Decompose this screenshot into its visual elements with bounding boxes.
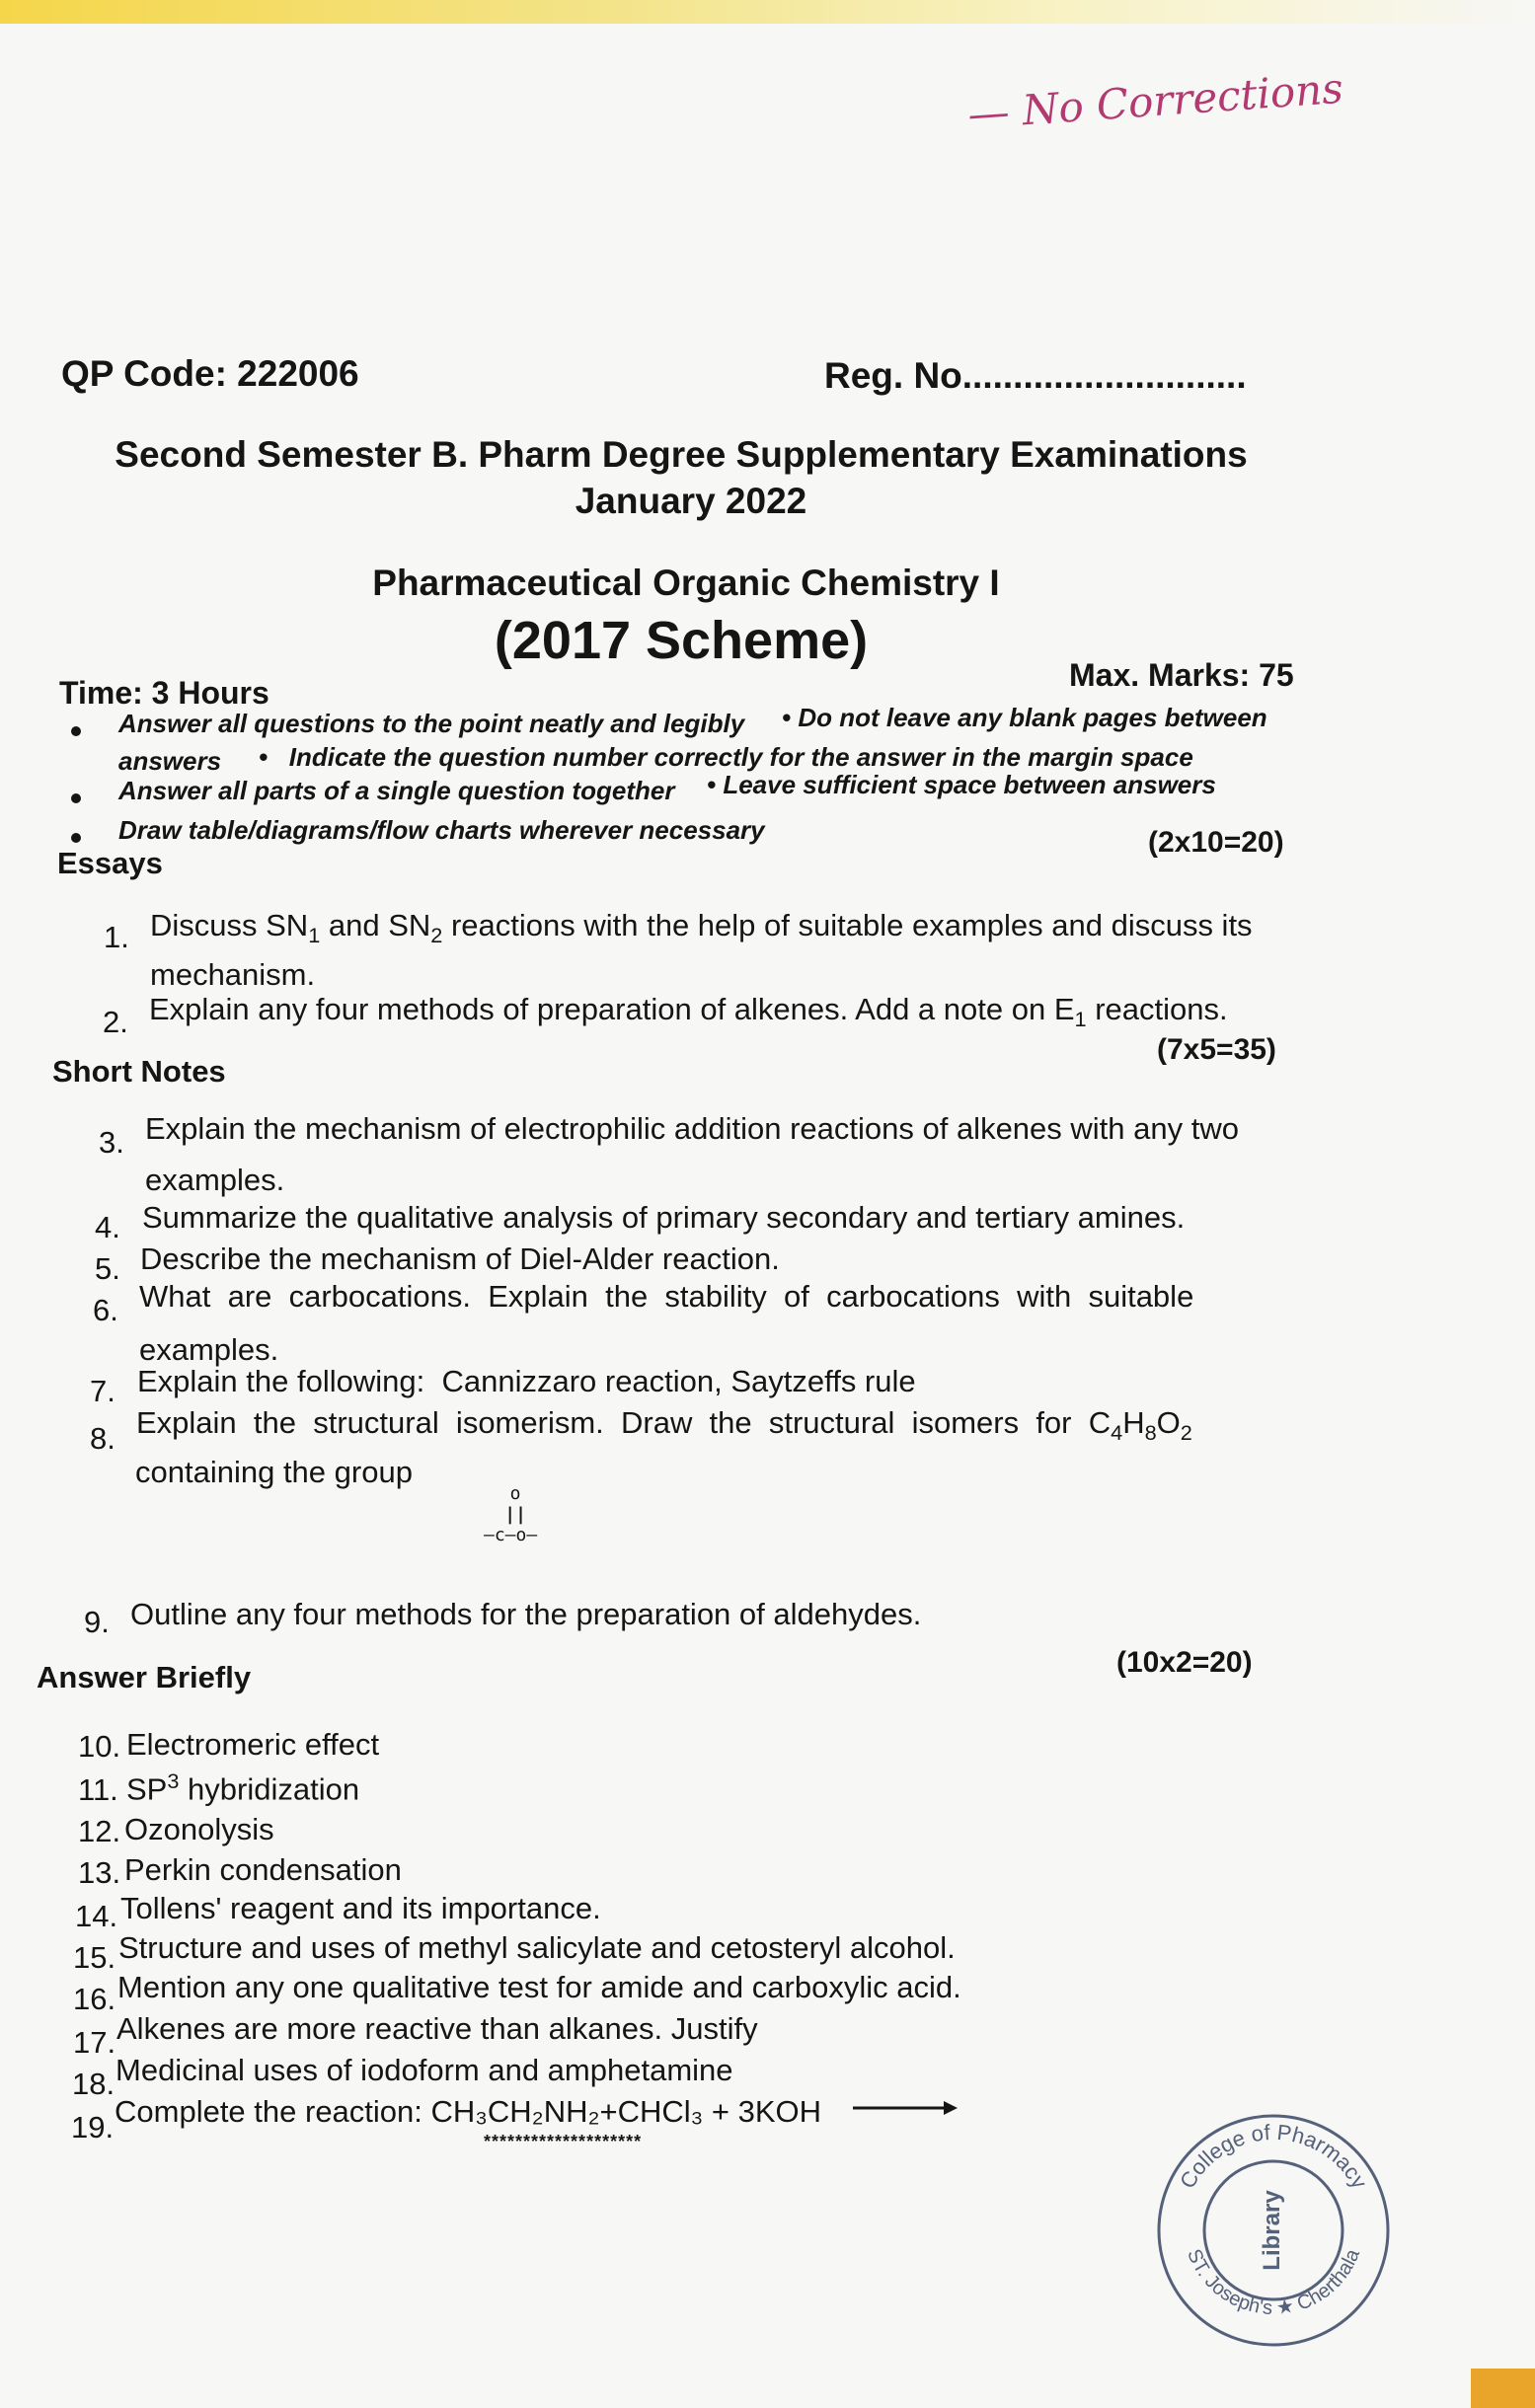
question-18: Medicinal uses of iodoform and amphetamine bbox=[115, 2053, 733, 2087]
question-3: Explain the mechanism of electrophilic addition reactions of alkenes with any two bbox=[145, 1111, 1239, 1146]
question-2: Explain any four methods of preparation of alkenes. Add a note on $E_1$ reactions. bbox=[149, 992, 1228, 1032]
question-number: 12. bbox=[78, 1814, 121, 1848]
instruction-2b: • Indicate the question number correctly for the answer in the margin space bbox=[259, 742, 1193, 772]
question-6: What are carbocations. Explain the stability of carbocations with suitable bbox=[139, 1279, 1194, 1314]
instruction-1a: Answer all questions to the point neatly and legibly bbox=[118, 709, 745, 738]
question-16: Mention any one qualitative test for amide and carboxylic acid. bbox=[117, 1970, 961, 2004]
exam-date: January 2022 bbox=[575, 481, 807, 521]
question-number: 5. bbox=[95, 1251, 120, 1286]
library-stamp bbox=[1155, 2112, 1392, 2349]
question-number: 16. bbox=[73, 1982, 116, 2016]
bullet bbox=[71, 726, 81, 736]
scan-edge-band bbox=[0, 0, 1535, 24]
question-13: Perkin condensation bbox=[124, 1852, 402, 1887]
question-number: 7. bbox=[90, 1374, 115, 1408]
bullet bbox=[71, 793, 81, 803]
question-number: 2. bbox=[103, 1005, 128, 1039]
end-stars: ******************** bbox=[484, 2132, 643, 2151]
question-3-cont: examples. bbox=[145, 1163, 285, 1197]
question-number: 9. bbox=[84, 1605, 110, 1639]
question-4: Summarize the qualitative analysis of primary secondary and tertiary amines. bbox=[142, 1200, 1186, 1235]
question-number: 8. bbox=[90, 1421, 115, 1456]
question-7: Explain the following: Cannizzaro reaction, Saytzeffs rule bbox=[137, 1364, 916, 1398]
instruction-4: Draw table/diagrams/flow charts wherever necessary bbox=[118, 815, 765, 845]
subject-title: Pharmaceutical Organic Chemistry I bbox=[372, 563, 1000, 603]
question-11: $SP^3$ hybridization bbox=[126, 1768, 360, 1807]
scan-corner bbox=[1471, 2369, 1535, 2408]
question-number: 14. bbox=[75, 1899, 118, 1933]
max-marks: Max. Marks: 75 bbox=[1069, 657, 1294, 693]
section-essays-marks: (2x10=20) bbox=[1148, 826, 1284, 859]
question-number: 15. bbox=[73, 1940, 116, 1975]
time-label: Time: 3 Hours bbox=[59, 675, 269, 711]
instruction-1b-text: Do not leave any blank pages between bbox=[798, 703, 1267, 732]
instruction-3a: Answer all parts of a single question together bbox=[118, 776, 675, 805]
question-number: 18. bbox=[72, 2067, 115, 2101]
question-number: 6. bbox=[93, 1293, 118, 1327]
section-brief-title: Answer Briefly bbox=[37, 1660, 252, 1694]
bullet bbox=[71, 833, 81, 843]
section-brief-marks: (10x2=20) bbox=[1116, 1646, 1253, 1679]
question-5: Describe the mechanism of Diel-Alder reaction. bbox=[140, 1242, 780, 1276]
instruction-3b: • Leave sufficient space between answers bbox=[707, 770, 1216, 799]
svg-text:College of Pharmacy bbox=[1175, 2120, 1372, 2193]
question-19: Complete the reaction: CH₃CH₂NH₂+CHCl₃ + 3KOH bbox=[115, 2094, 822, 2129]
question-number: 11. bbox=[78, 1772, 118, 1807]
question-10: Electromeric effect bbox=[126, 1727, 380, 1762]
question-1: Discuss $SN_1$ and $SN_2$ reactions with the help of suitable examples and discuss its bbox=[150, 908, 1253, 948]
exam-title: Second Semester B. Pharm Degree Supplementary Examinations bbox=[115, 434, 1248, 475]
scheme-title: (2017 Scheme) bbox=[494, 611, 869, 670]
qp-code: QP Code: 222006 bbox=[61, 353, 359, 394]
question-9: Outline any four methods for the preparation of aldehydes. bbox=[130, 1597, 922, 1631]
handwritten-annotation: — No Corrections bbox=[965, 63, 1345, 139]
question-number: 19. bbox=[71, 2110, 115, 2145]
question-number: 4. bbox=[95, 1210, 120, 1244]
question-1-cont: mechanism. bbox=[150, 957, 316, 992]
instruction-2b-text: Indicate the question number correctly for the answer in the margin space bbox=[288, 742, 1193, 772]
stamp-top-text: College of Pharmacy bbox=[1175, 2119, 1373, 2193]
reg-no: Reg. No............................ bbox=[824, 355, 1247, 396]
stamp-bottom-text: ST. Joseph's ★ Cherthala bbox=[1183, 2245, 1364, 2320]
instruction-2a: answers bbox=[118, 746, 222, 776]
question-12: Ozonolysis bbox=[124, 1812, 274, 1846]
section-essays-title: Essays bbox=[57, 846, 163, 880]
question-14: Tollens' reagent and its importance. bbox=[120, 1891, 601, 1925]
question-number: 1. bbox=[104, 920, 129, 954]
question-number: 17. bbox=[73, 2025, 116, 2060]
question-8: Explain the structural isomerism. Draw the structural isomers for $C_4H_8O_2$ bbox=[136, 1405, 1192, 1446]
question-number: 10. bbox=[78, 1729, 121, 1764]
question-15: Structure and uses of methyl salicylate and cetosteryl alcohol. bbox=[118, 1930, 956, 1965]
section-short-marks: (7x5=35) bbox=[1157, 1033, 1276, 1066]
question-6-cont: examples. bbox=[139, 1332, 279, 1367]
question-number: 13. bbox=[78, 1855, 121, 1890]
question-number: 3. bbox=[99, 1125, 124, 1160]
question-17: Alkenes are more reactive than alkanes. Justify bbox=[116, 2011, 758, 2046]
reaction-arrow-icon bbox=[851, 2096, 959, 2120]
ester-group-structure: o || —c—o— bbox=[484, 1483, 538, 1545]
stamp-center-text: Library bbox=[1259, 2190, 1285, 2271]
section-short-title: Short Notes bbox=[52, 1054, 226, 1089]
instruction-1b: • Do not leave any blank pages between bbox=[782, 703, 1267, 732]
question-8-cont: containing the group bbox=[135, 1455, 413, 1489]
